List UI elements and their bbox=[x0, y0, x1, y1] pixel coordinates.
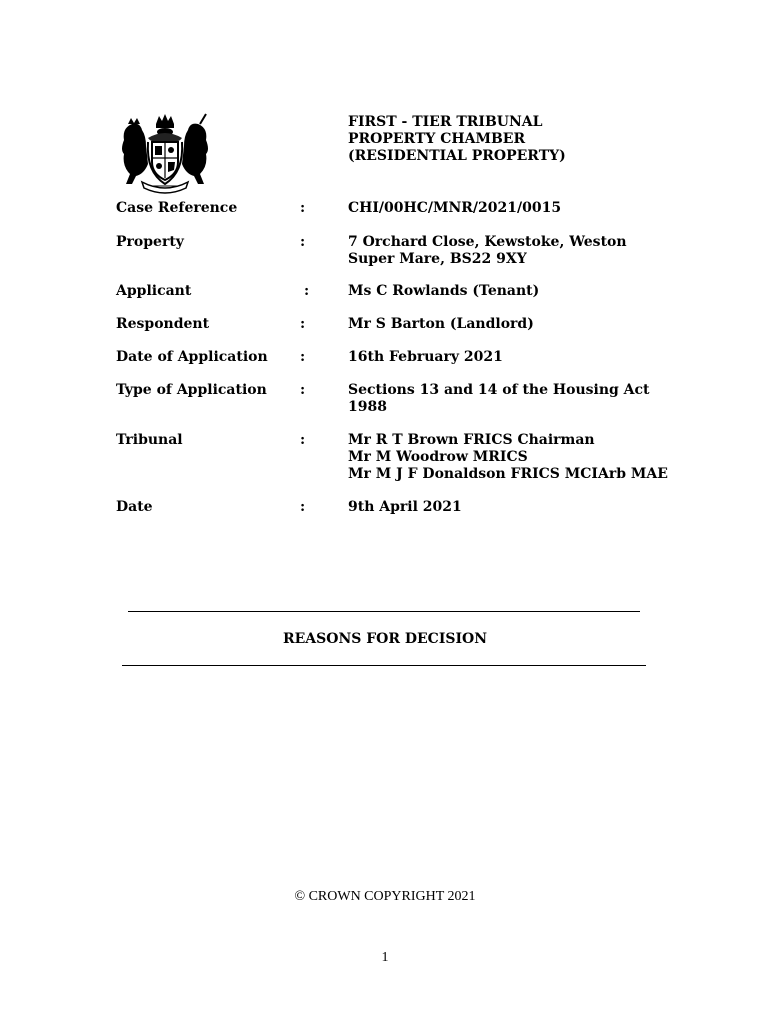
field-value-line: Mr S Barton (Landlord) bbox=[348, 316, 534, 332]
field-label: Case Reference bbox=[116, 200, 238, 216]
field-value-line: Ms C Rowlands (Tenant) bbox=[348, 283, 540, 299]
field-label: Respondent bbox=[116, 316, 210, 332]
field-value-line: CHI/00HC/MNR/2021/0015 bbox=[348, 200, 562, 216]
royal-coat-of-arms-icon bbox=[118, 110, 212, 194]
section-title: REASONS FOR DECISION bbox=[282, 631, 488, 647]
page-number: 1 bbox=[381, 950, 389, 965]
field-separator: : bbox=[300, 382, 306, 398]
field-separator: : bbox=[300, 349, 306, 365]
field-value-line: Super Mare, BS22 9XY bbox=[348, 251, 527, 267]
field-value bbox=[348, 283, 539, 300]
field-separator: : bbox=[304, 283, 310, 299]
field-value bbox=[348, 432, 668, 483]
field-value-line: Mr R T Brown FRICS Chairman bbox=[348, 432, 595, 448]
field-label: Date of Application bbox=[116, 349, 268, 365]
heading-line: FIRST - TIER TRIBUNAL bbox=[348, 114, 543, 130]
field-separator: : bbox=[300, 499, 306, 515]
field-value-line: Mr M J F Donaldson FRICS MCIArb MAE bbox=[348, 466, 668, 482]
field-value bbox=[348, 316, 534, 333]
field-separator: : bbox=[300, 200, 306, 216]
field-label: Tribunal bbox=[116, 432, 183, 448]
field-value bbox=[348, 499, 462, 516]
field-separator: : bbox=[300, 234, 306, 250]
field-separator: : bbox=[300, 432, 306, 448]
field-value-line: 1988 bbox=[348, 399, 387, 415]
field-value bbox=[348, 234, 627, 268]
copyright-notice: © CROWN COPYRIGHT 2021 bbox=[294, 889, 476, 904]
field-value-line: 9th April 2021 bbox=[348, 499, 462, 515]
heading-line: PROPERTY CHAMBER bbox=[348, 131, 526, 147]
field-separator: : bbox=[300, 316, 306, 332]
tribunal-heading bbox=[348, 114, 566, 165]
bottom-divider bbox=[122, 665, 646, 666]
field-label: Applicant bbox=[116, 283, 192, 299]
field-value-line: Mr M Woodrow MRICS bbox=[348, 449, 528, 465]
heading-line: (RESIDENTIAL PROPERTY) bbox=[348, 148, 566, 164]
top-divider bbox=[128, 611, 640, 612]
field-value-line: Sections 13 and 14 of the Housing Act bbox=[348, 382, 650, 398]
field-value-line: 7 Orchard Close, Kewstoke, Weston bbox=[348, 234, 627, 250]
field-label: Property bbox=[116, 234, 184, 250]
field-label: Type of Application bbox=[116, 382, 267, 398]
field-value-line: 16th February 2021 bbox=[348, 349, 503, 365]
field-value bbox=[348, 349, 503, 366]
field-value bbox=[348, 382, 650, 416]
field-value bbox=[348, 200, 561, 217]
field-label: Date bbox=[116, 499, 153, 515]
